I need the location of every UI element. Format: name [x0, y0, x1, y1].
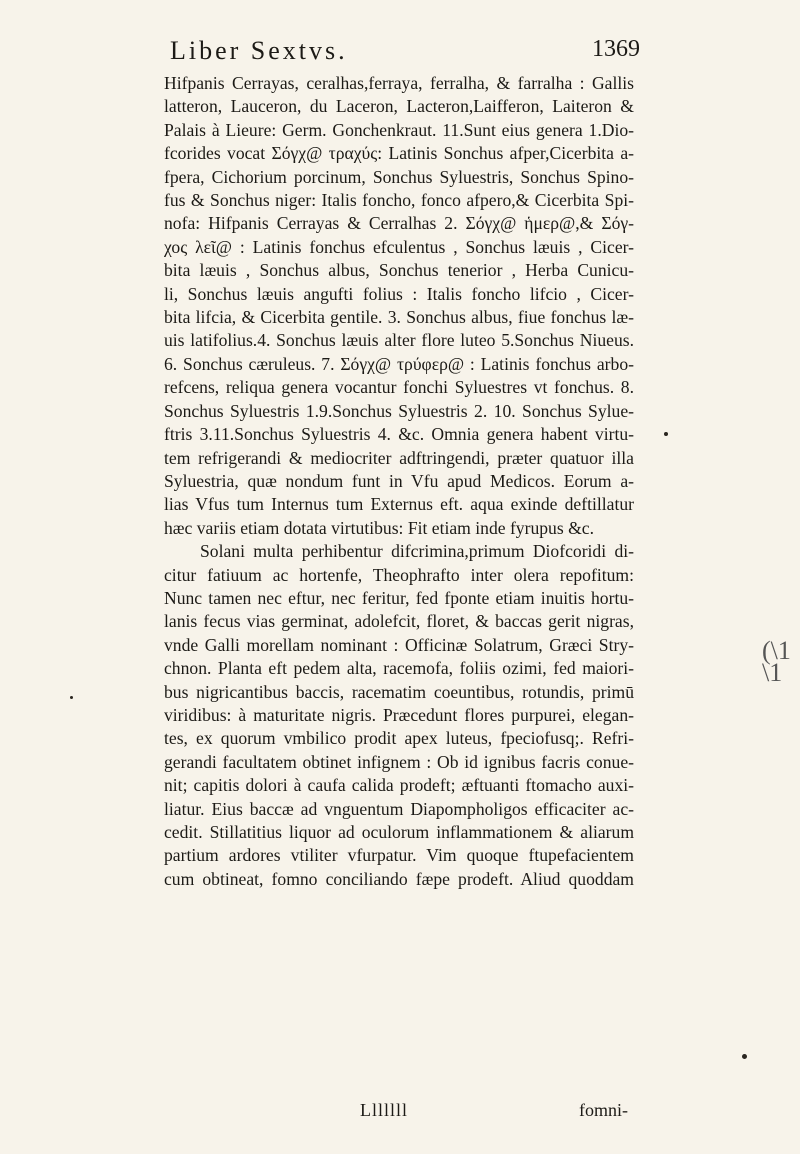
catchword: fomni-: [579, 1100, 628, 1120]
text-line: Sonchus Syluestris 1.9.Sonchus Syluestris 2. 10. Sonchus Sylue-: [164, 400, 634, 421]
text-line: lanis fecus vias germinat, adolefcit, floret, & baccas gerit nigras,: [164, 611, 634, 632]
ink-speck: [742, 1054, 747, 1059]
text-line: nit; capitis dolori à caufa calida prodeft; æftuanti ftomacho auxi-: [164, 775, 634, 796]
text-line: bita lifcia, & Cicerbita gentile. 3. Sonchus albus, fiue fonchus læ-: [164, 307, 634, 328]
running-head-title: Liber Sextvs.: [170, 36, 348, 65]
text-line: Nunc tamen nec eftur, nec feritur, fed fponte etiam inuitis hortu-: [164, 587, 634, 608]
text-line: liatur. Eius baccæ ad vnguentum Diapompholigos efficaciter ac-: [164, 798, 634, 819]
text-line: fpera, Cichorium porcinum, Sonchus Syluestris, Sonchus Spino-: [164, 166, 634, 187]
text-line: cum obtineat, fomno conciliando fæpe prodeft. Aliud quoddam: [164, 868, 634, 889]
body-text: [164, 72, 634, 891]
text-line: lias Vfus tum Internus tum Externus eft. aqua exinde deftillatur: [164, 494, 634, 515]
text-line: uis latifolius.4. Sonchus læuis alter flore luteo 5.Sonchus Niueus.: [164, 330, 634, 351]
text-line: fcorides vocat Σόγχ@ τραχύς: Latinis Sonchus afper,Cicerbita a-: [164, 143, 634, 164]
text-line: viridibus: à maturitate nigris. Præcedunt flores purpurei, elegan-: [164, 704, 634, 725]
text-line: gerandi facultatem obtinet infignem : Ob id ignibus facris conue-: [164, 751, 634, 772]
text-line: bita læuis , Sonchus albus, Sonchus tenerior , Herba Cunicu-: [164, 260, 634, 281]
signature-mark: Lllllll: [360, 1100, 409, 1120]
text-line: hæc variis etiam dotata virtutibus: Fit etiam inde fyrupus &c.: [164, 517, 594, 538]
text-line: Hifpanis Cerrayas, ceralhas,ferraya, ferralha, & farralha : Gallis: [164, 73, 634, 93]
text-line: nofa: Hifpanis Cerrayas & Cerralhas 2. Σόγχ@ ἡμερ@,& Σόγ-: [164, 213, 634, 234]
text-line: tem refrigerandi & mediocriter adftringendi, præter quatuor illa: [164, 447, 634, 468]
text-line: cedit. Stillatitius liquor ad oculorum inflammationem & aliarum: [164, 822, 634, 842]
text-line: partium ardores vtiliter vfurpatur. Vim quoque ftupefacientem: [164, 845, 634, 866]
page-number: 1369: [592, 36, 640, 62]
text-line: latteron, Lauceron, du Laceron, Lacteron,Laifferon, Laiteron &: [164, 96, 634, 117]
text-line: fus & Sonchus niger: Italis foncho, fonco afpero,& Cicerbita Spi-: [164, 190, 634, 211]
text-line: ftris 3.11.Sonchus Syluestris 4. &c. Omnia genera habent virtu-: [164, 424, 634, 445]
text-line: vnde Galli morellam nominant : Officinæ Solatrum, Græci Stry-: [164, 634, 634, 655]
text-line: li, Sonchus læuis angufti folius : Italis foncho lifcio , Cicer-: [164, 283, 634, 304]
text-line: χος λεῖ@ : Latinis fonchus efculentus , Sonchus læuis , Cicer-: [164, 236, 634, 257]
margin-note: (\1 \1: [762, 636, 791, 687]
text-line: bus nigricantibus baccis, racematim coeuntibus, rotundis, primū: [164, 681, 634, 702]
text-line: Solani multa perhibentur difcrimina,primum Diofcoridi di-: [200, 541, 634, 562]
text-line: chnon. Planta eft pedem alta, racemofa, foliis ozimi, fed maiori-: [164, 658, 634, 679]
ink-speck: [70, 696, 73, 699]
text-line: Palais à Lieure: Germ. Gonchenkraut. 11.Sunt eius genera 1.Dio-: [164, 119, 634, 140]
text-line: refcens, reliqua genera vocantur fonchi Syluestres vt fonchus. 8.: [164, 377, 634, 398]
ink-speck: [664, 432, 668, 436]
text-line: tes, ex quorum vmbilico prodit apex luteus, fpeciofusq;. Refri-: [164, 728, 634, 749]
text-line: citur fatiuum ac hortenfe, Theophrafto inter olera repofitum:: [164, 564, 634, 585]
text-line: 6. Sonchus cæruleus. 7. Σόγχ@ τρύφερ@ : Latinis fonchus arbo-: [164, 353, 634, 374]
text-line: Syluestria, quæ nondum funt in Vfu apud Medicos. Eorum a-: [164, 470, 634, 491]
